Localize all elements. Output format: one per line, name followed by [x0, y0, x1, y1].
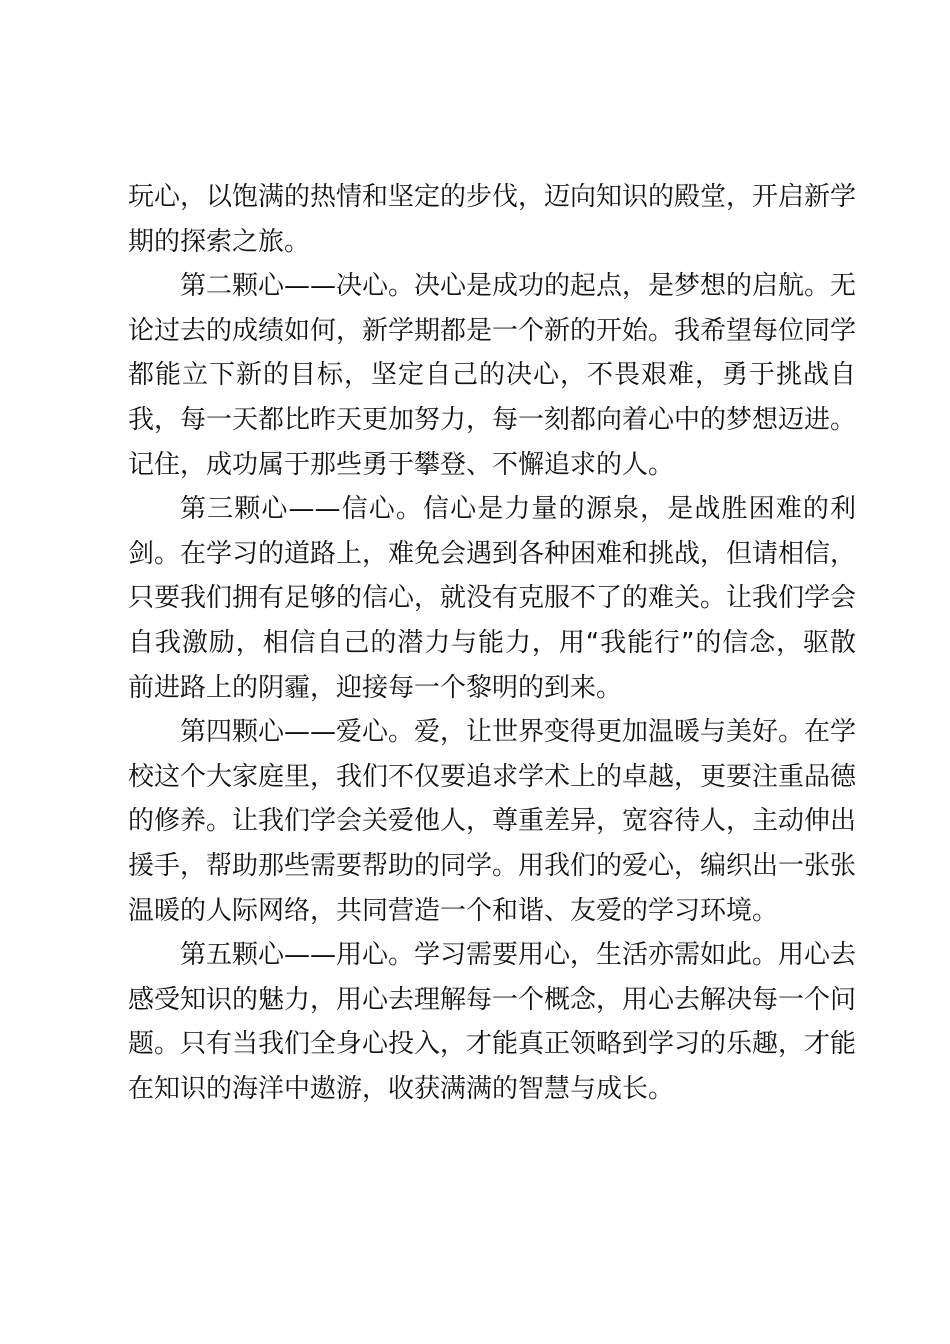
- paragraph-continuation: 玩心，以饱满的热情和坚定的步伐，迈向知识的殿堂，开启新学期的探索之旅。: [128, 182, 857, 257]
- document-body: [128, 175, 856, 1111]
- paragraph-fifth-heart: 第五颗心——用心。学习需要用心，生活亦需如此。用心去感受知识的魅力，用心去理解每一个概念，用心去解决每一个问题。只有当我们全身心投入，才能真正领略到学习的乐趣，才能在知识的海洋中遨游，收获满满的智慧与成长。: [128, 940, 857, 1104]
- paragraph-third-heart: 第三颗心——信心。信心是力量的源泉，是战胜困难的利剑。在学习的道路上，难免会遇到各种困难和挑战，但请相信，只要我们拥有足够的信心，就没有克服不了的难关。让我们学会自我激励，相信自己的潜力与能力，用“我能行”的信念，驱散前进路上的阴霾，迎接每一个黎明的到来。: [128, 494, 857, 703]
- paragraph-fourth-heart: 第四颗心——爱心。爱，让世界变得更加温暖与美好。在学校这个大家庭里，我们不仅要追求学术上的卓越，更要注重品德的修养。让我们学会关爱他人，尊重差异，宽容待人，主动伸出援手，帮助那些需要帮助的同学。用我们的爱心，编织出一张张温暖的人际网络，共同营造一个和谐、友爱的学习环境。: [128, 717, 857, 926]
- paragraph-second-heart: 第二颗心——决心。决心是成功的起点，是梦想的启航。无论过去的成绩如何，新学期都是一个新的开始。我希望每位同学都能立下新的目标，坚定自己的决心，不畏艰难，勇于挑战自我，每一天都比昨天更加努力，每一刻都向着心中的梦想迈进。记住，成功属于那些勇于攀登、不懈追求的人。: [128, 271, 857, 480]
